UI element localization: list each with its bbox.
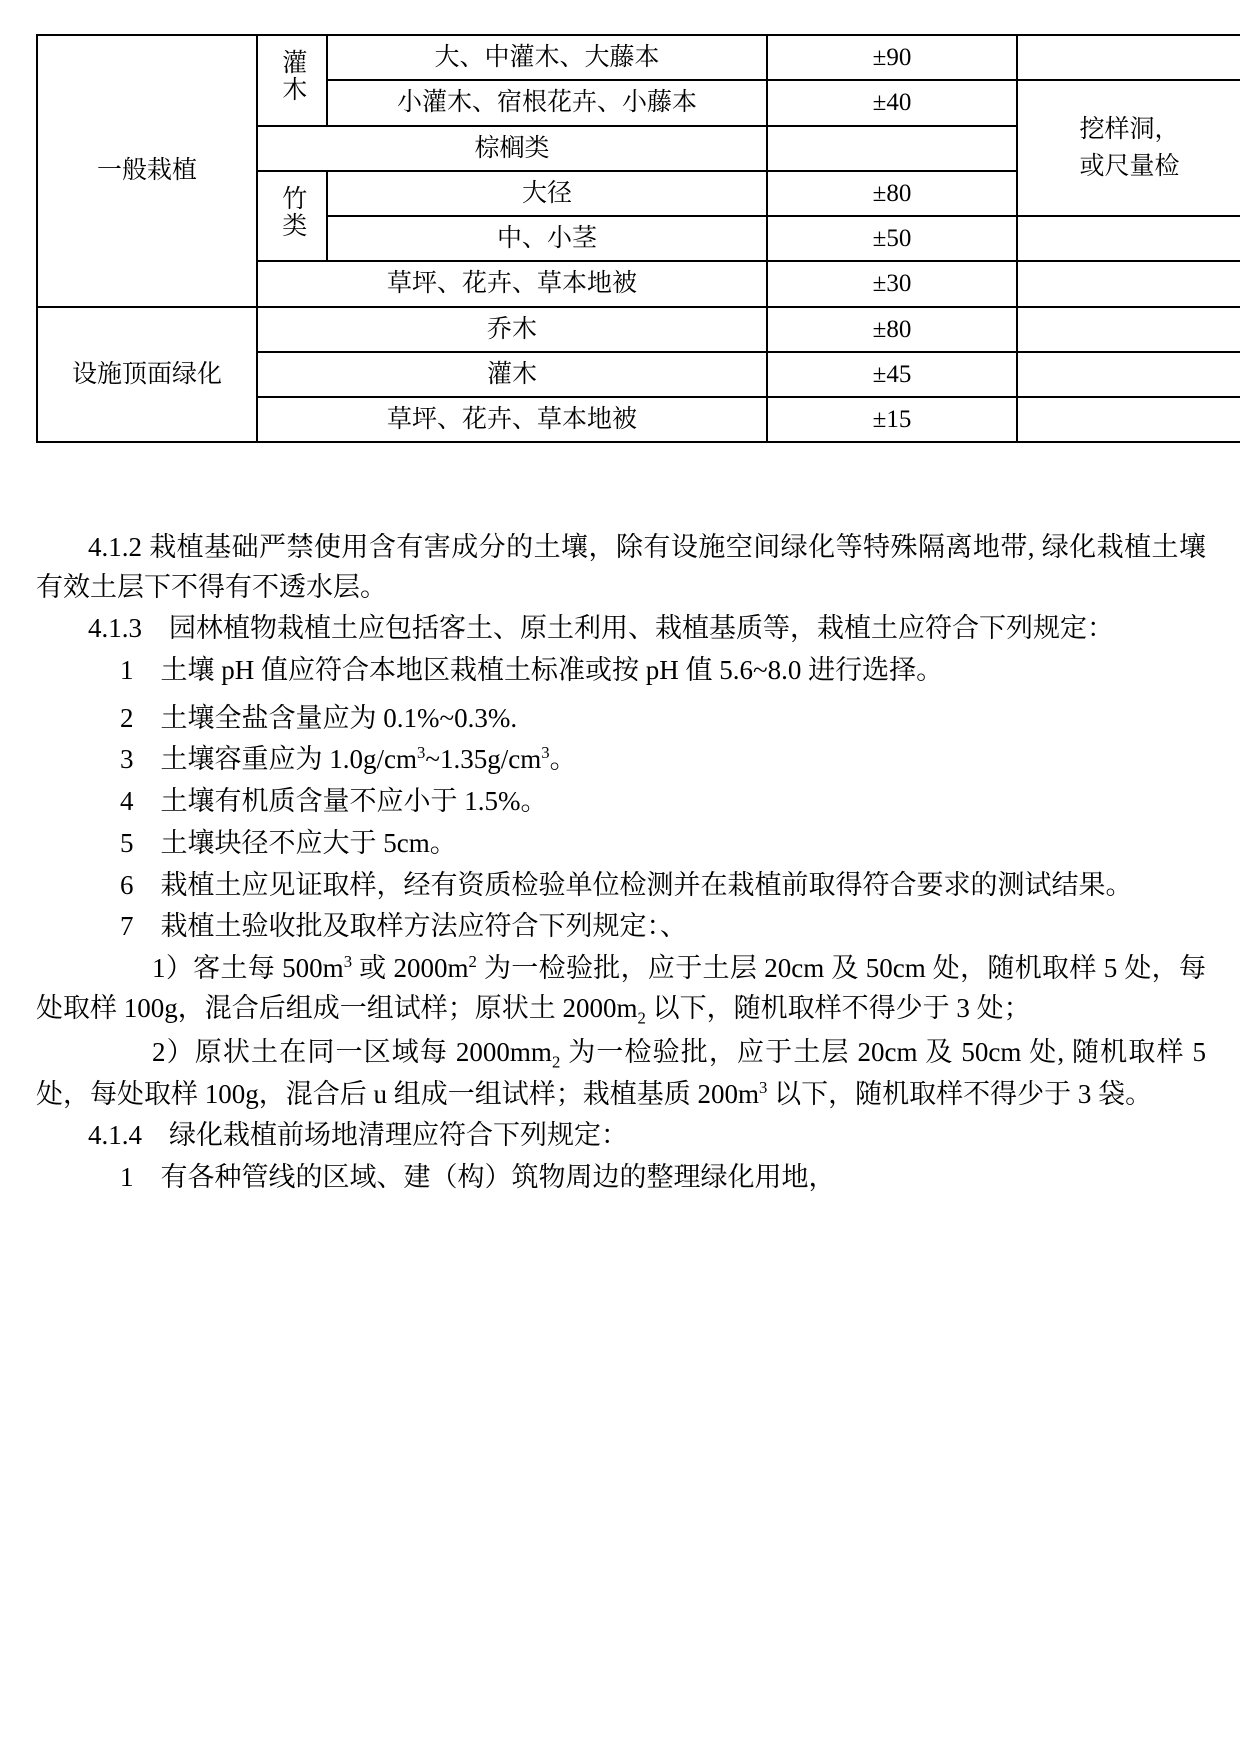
clause-4-1-2: 4.1.2 栽植基础严禁使用含有害成分的土壤，除有设施空间绿化等特殊隔离地带, 绿化栽植土壤有效土层下不得有不透水层。	[36, 532, 1206, 602]
item3-sup-1: 3	[417, 743, 426, 763]
cell-value-shrub-rooftop: ±45	[767, 352, 1017, 397]
cell-item-medium-small-stem: 中、小茎	[327, 216, 767, 261]
item3-text-c: 。	[549, 744, 577, 775]
cell-item-shrub-rooftop: 灌木	[257, 352, 767, 397]
clause-4-1-3-item-7-sub-2	[36, 1033, 1206, 1115]
cell-item-palm: 棕榈类	[257, 126, 767, 171]
item3-sup-2: 3	[541, 743, 550, 763]
sub1-sub-1: 2	[637, 1007, 646, 1027]
sub2-sup-1: 3	[759, 1077, 768, 1097]
cell-value-large-shrub: ±90	[767, 35, 1017, 80]
cell-category-general: 一般栽植	[37, 35, 257, 307]
sub1-text-c: 为一检验批，应于土层 20cm 及 50cm 处，随机取样 5 处，每处取样 100g，混合后组成一组试样；原状土 2000m	[36, 952, 1206, 1023]
cell-note-blank-4	[1017, 307, 1240, 352]
cell-item-lawn-flower-groundcover: 草坪、花卉、草本地被	[257, 261, 767, 306]
sub2-text-c: 以下，随机取样不得少于 3 袋。	[767, 1078, 1153, 1109]
sub2-text-a: 2）原状土在同一区域每 2000mm	[152, 1036, 552, 1067]
cell-value-small-shrub: ±40	[767, 80, 1017, 125]
clause-4-1-3-item-3	[36, 740, 1206, 780]
cell-item-large-shrub: 大、中灌木、大藤本	[327, 35, 767, 80]
cell-note-blank-1	[1017, 35, 1240, 80]
sub2-sub-1: 2	[551, 1051, 561, 1071]
cell-subcategory-bamboo	[257, 171, 327, 262]
table-row	[37, 35, 1240, 80]
clause-4-1-3-item-2: 2 土壤全盐含量应为 0.1%~0.3%.	[120, 702, 518, 733]
note-line-1: 挖样洞，	[1079, 115, 1180, 143]
cell-note-blank-5	[1017, 352, 1240, 397]
cell-subcategory-bamboo-text: 竹类	[278, 184, 306, 239]
clause-4-1-3-item-5: 5 土壤块径不应大于 5cm。	[120, 827, 457, 858]
cell-value-lawn-rooftop: ±15	[767, 397, 1017, 442]
sub2-text-b: 为一检验批，应于土层 20cm 及 50cm 处, 随机取样 5 处，每处取样 100g，混合后 u 组成一组试样；栽植基质 200m	[36, 1036, 1206, 1109]
clause-4-1-3-item-6: 6 栽植土应见证取样，经有资质检验单位检测并在栽植前取得符合要求的测试结果。	[120, 869, 1133, 900]
clause-4-1-3-item-7: 7 栽植土验收批及取样方法应符合下列规定：、	[120, 911, 687, 942]
sub1-sup-1: 3	[343, 951, 353, 971]
cell-note-inspection	[1017, 80, 1240, 216]
sub1-sup-2: 2	[468, 951, 477, 971]
planting-spec-table-wrapper	[36, 34, 1240, 443]
document-body	[36, 528, 1206, 1200]
cell-item-large-diameter: 大径	[327, 171, 767, 216]
cell-item-tree: 乔木	[257, 307, 767, 352]
sub1-text-d: 以下，随机取样不得少于 3 处；	[645, 992, 1031, 1023]
note-line-2: 或尺量检	[1079, 153, 1180, 181]
planting-spec-table	[36, 34, 1240, 443]
item3-text-b: ~1.35g/cm	[425, 744, 542, 775]
cell-category-rooftop: 设施顶面绿化	[37, 307, 257, 443]
clause-4-1-3-item-7-sub-1	[36, 949, 1206, 1031]
cell-note-blank-3	[1017, 261, 1240, 306]
cell-note-blank-6	[1017, 397, 1240, 442]
clause-4-1-4: 4.1.4 绿化栽植前场地清理应符合下列规定：	[88, 1120, 628, 1151]
cell-value-tree: ±80	[767, 307, 1017, 352]
cell-subcategory-shrub	[257, 35, 327, 126]
clause-4-1-3-item-1: 1 土壤 pH 值应符合本地区栽植土标准或按 pH 值 5.6~8.0 进行选择。	[120, 655, 944, 686]
cell-value-large-diameter: ±80	[767, 171, 1017, 216]
clause-4-1-3-item-4: 4 土壤有机质含量不应小于 1.5%。	[120, 786, 548, 817]
sub1-text-b: 或 2000m	[352, 952, 469, 983]
cell-subcategory-shrub-text: 灌木	[278, 49, 306, 104]
cell-item-small-shrub: 小灌木、宿根花卉、小藤本	[327, 80, 767, 125]
sub1-text-a: 1）客土每 500m	[152, 952, 344, 983]
cell-value-medium-small-stem: ±50	[767, 216, 1017, 261]
item3-text-a: 3 土壤容重应为 1.0g/cm	[120, 744, 417, 775]
clause-4-1-4-item-1: 1 有各种管线的区域、建（构）筑物周边的整理绿化用地，	[120, 1161, 836, 1192]
cell-value-palm	[767, 126, 1017, 171]
cell-note-blank-2	[1017, 216, 1240, 261]
clause-4-1-3: 4.1.3 园林植物栽植土应包括客土、原土利用、栽植基质等，栽植土应符合下列规定：	[88, 613, 1114, 644]
cell-value-lawn-flower-groundcover: ±30	[767, 261, 1017, 306]
table-row	[37, 307, 1240, 352]
cell-item-lawn-rooftop: 草坪、花卉、草本地被	[257, 397, 767, 442]
